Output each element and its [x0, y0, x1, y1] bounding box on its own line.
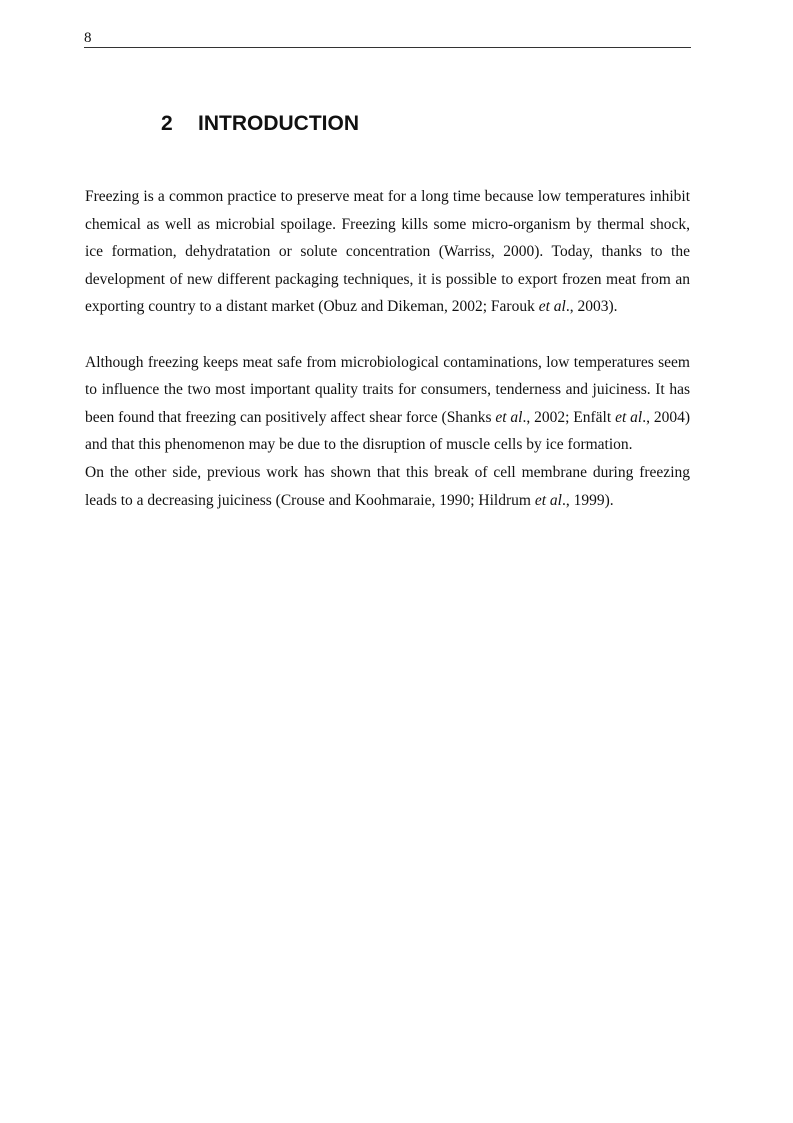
paragraph-juiciness: [85, 459, 690, 514]
chapter-title: INTRODUCTION: [198, 112, 359, 135]
header-rule: [84, 47, 691, 48]
page-number: 8: [84, 30, 92, 46]
citation-et-al: et al: [615, 408, 643, 426]
citation-et-al: et al: [534, 491, 562, 509]
body-text: [85, 183, 690, 514]
chapter-number: 2: [161, 112, 173, 135]
citation-et-al: et al: [538, 298, 566, 316]
chapter-heading: [161, 110, 359, 138]
text-run: On the other side, previous work has shown that this break of cell membrane during freezing leads to a decreasing juiciness (Crouse and Koohmaraie, 1990; Hildrum: [85, 463, 690, 509]
paragraph-quality-traits: [85, 349, 690, 459]
text-run: ., 2002; Enfält: [522, 408, 616, 426]
text-run: ., 1999).: [561, 491, 614, 509]
text-run: ., 2003).: [565, 298, 618, 316]
text-run: ., 2004) and that this phenomenon may be due to the disruption of muscle cells by ice formation.: [85, 408, 690, 454]
paragraph-freezing-practice: [85, 183, 690, 321]
text-run: Freezing is a common practice to preserve meat for a long time because low temperatures inhibit chemical as well as microbial spoilage. Freezing kills some micro-organism by thermal shock, ice formation, dehydratation or solute concentration (Warriss, 2000). Today, thanks to the development of new different packaging techniques, it is possible to export frozen meat from an exporting country to a distant market (Obuz and Dikeman, 2002; Farouk: [85, 188, 690, 316]
text-run: Although freezing keeps meat safe from microbiological contaminations, low temperatures seem to influence the two most important quality traits for consumers, tenderness and juiciness. It has been found that freezing can positively affect shear force (Shanks: [85, 353, 690, 426]
citation-et-al: et al: [495, 408, 523, 426]
